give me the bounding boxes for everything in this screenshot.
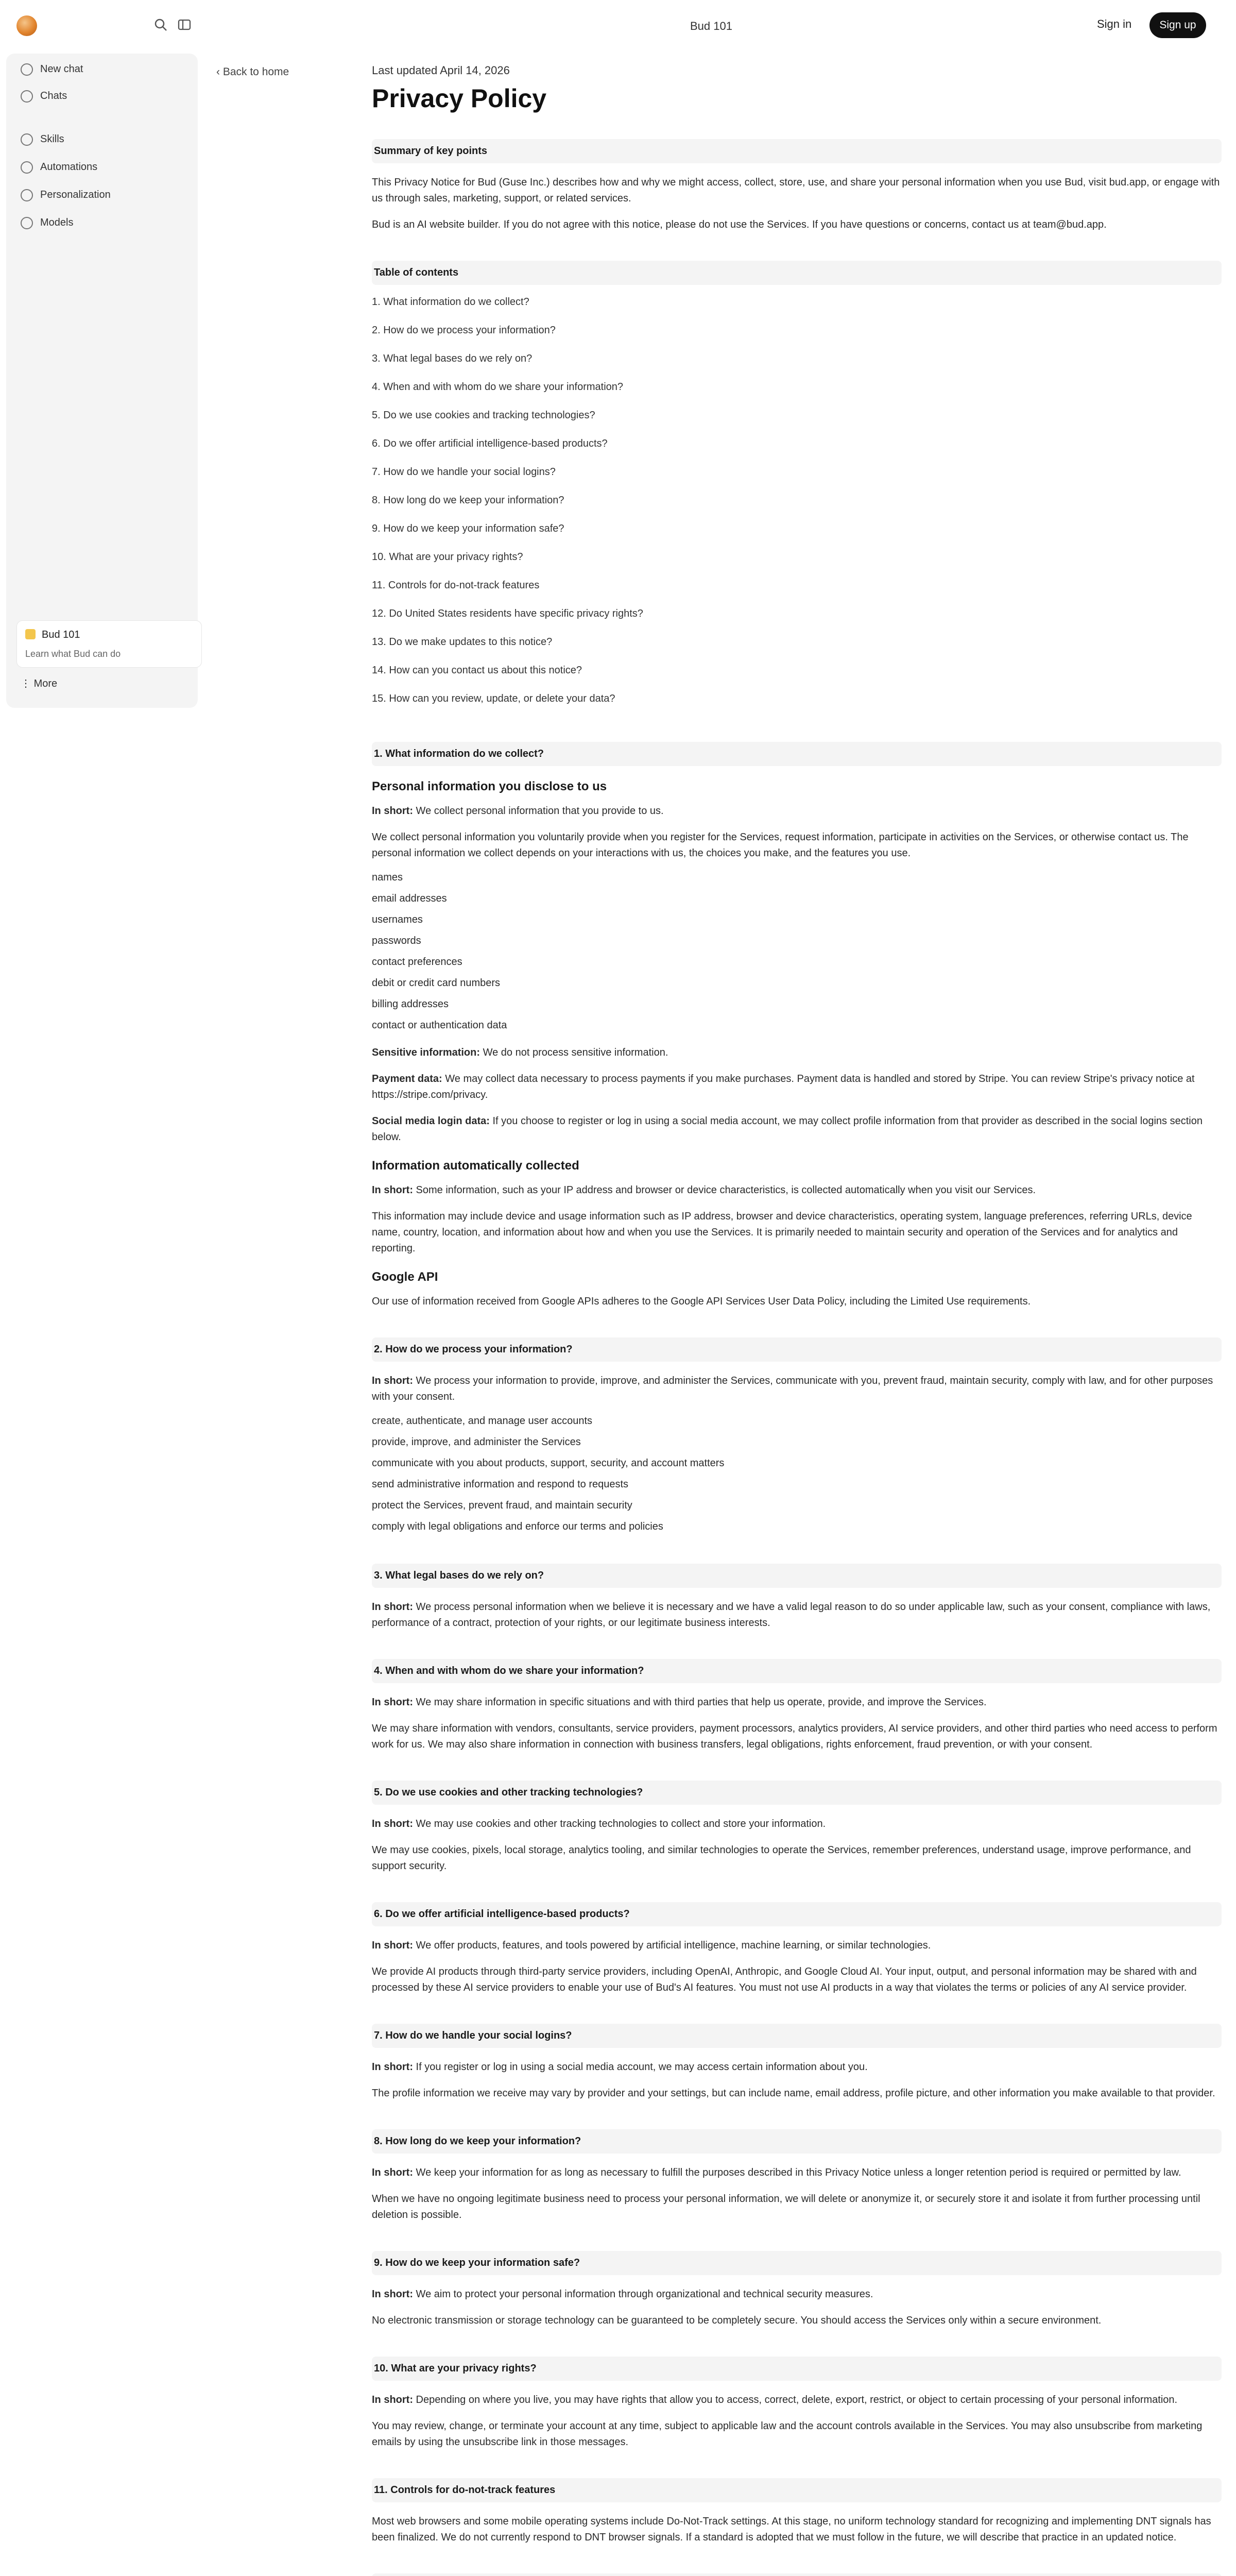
automations-icon [21,161,33,174]
section-heading: 3. What legal bases do we rely on? [372,1564,1222,1588]
in-short-text: We collect personal information that you provide to us. [413,805,664,817]
body-paragraph: We collect personal information you voluntarily provide when you register for the Services, request information, participate in activities on the Services, or otherwise contact us. The personal information we collect depends on your interactions with us, the choices you make, and the features you use. [372,832,1189,859]
in-short-label: In short: [372,805,413,817]
section-heading: 6. Do we offer artificial intelligence-based products? [372,1902,1222,1926]
in-short-paragraph [372,1938,1222,1954]
label: Social media login data: [372,1115,490,1127]
sidebar-item-models[interactable] [21,212,73,233]
toc-link[interactable]: 4. When and with whom do we share your information? [372,381,624,393]
label: Payment data: [372,1073,442,1084]
in-short-paragraph [372,2165,1222,2181]
subsection-heading: Information automatically collected [372,1159,579,1173]
in-short-label: In short: [372,2061,413,2073]
in-short-paragraph [372,803,1222,819]
in-short-paragraph [372,1694,1222,1710]
toc-link[interactable]: 15. How can you review, update, or delete your data? [372,693,615,704]
toc-link[interactable]: 11. Controls for do-not-track features [372,580,540,591]
toc-link[interactable]: 12. Do United States residents have specific privacy rights? [372,608,643,619]
body-paragraph: We provide AI products through third-party service providers, including OpenAI, Anthropic, and Google Cloud AI. Your input, output, and personal information may be shared with and processed by these AI service providers to enable your use of Bud's AI features. You must not use AI products in a way that violates the terms or policies of any AI service provider. [372,1966,1197,1993]
toc-link[interactable]: 1. What information do we collect? [372,296,529,308]
search-icon[interactable] [153,18,168,32]
section-heading: 1. What information do we collect? [372,742,1222,766]
body-paragraph: No electronic transmission or storage technology can be guaranteed to be completely secure. You should access the Services only within a secure environment. [372,2315,1102,2326]
purpose-list [372,1415,1222,1542]
summary-heading: Summary of key points [372,139,1222,163]
in-short-paragraph [372,1816,1222,1832]
summary-paragraph: Bud is an AI website builder. If you do not agree with this notice, please do not use the Services. If you have questions or concerns, contact us at team@bud.app. [372,219,1107,230]
promo-subtitle: Learn what Bud can do [25,649,121,659]
policy-content [372,64,1222,2576]
list-item: create, authenticate, and manage user accounts [372,1415,593,1427]
in-short-label: In short: [372,1818,413,1829]
toc-link[interactable]: 5. Do we use cookies and tracking technologies? [372,410,595,421]
back-to-home-link[interactable] [216,66,289,78]
toc-link[interactable]: 6. Do we offer artificial intelligence-based products? [372,438,608,449]
in-short-label: In short: [372,1601,413,1613]
in-short-text: Some information, such as your IP address and browser or device characteristics, is collected automatically when you visit our Services. [413,1184,1036,1196]
subsection-heading: Personal information you disclose to us [372,779,607,793]
chat-icon [21,90,33,103]
toc-heading: Table of contents [372,261,1222,285]
sidebar [6,54,198,708]
body-paragraph: Our use of information received from Google APIs adheres to the Google API Services User Data Policy, including the Limited Use requirements. [372,1296,1031,1307]
personalization-icon [21,189,33,201]
in-short-text: We may share information in specific situations and with third parties that help us operate, provide, and improve the Services. [413,1697,987,1708]
models-icon [21,217,33,229]
text: We may collect data necessary to process payments if you make purchases. Payment data is handled and stored by Stripe. You can review Stripe's privacy notice at https://stripe.com/privacy. [372,1073,1195,1100]
section-heading: 5. Do we use cookies and other tracking technologies? [372,1781,1222,1805]
bud-101-icon [25,629,36,639]
in-short-label: In short: [372,1375,413,1386]
in-short-label: In short: [372,2394,413,2405]
promo-title: Bud 101 [42,629,80,640]
in-short-paragraph [372,1599,1222,1631]
sign-up-button[interactable]: Sign up [1149,12,1206,38]
in-short-label: In short: [372,2167,413,2178]
in-short-label: In short: [372,2289,413,2300]
in-short-text: We aim to protect your personal information through organizational and technical security measures. [413,2289,873,2300]
in-short-text: We offer products, features, and tools powered by artificial intelligence, machine learning, or similar technologies. [413,1940,931,1951]
sensitive-info-paragraph [372,1045,1222,1061]
section-heading: 11. Controls for do-not-track features [372,2478,1222,2502]
last-updated: Last updated April 14, 2026 [372,64,510,77]
toc-link[interactable]: 14. How can you contact us about this notice? [372,665,582,676]
list-item: protect the Services, prevent fraud, and maintain security [372,1500,632,1511]
list-item: usernames [372,914,423,925]
body-paragraph: When we have no ongoing legitimate business need to process your personal information, we will delete or anonymize it, or securely store it and isolate it from further processing until deletion is possible. [372,2193,1200,2221]
text: If you choose to register or log in using a social media account, we may collect profile information from that provider as described in the social logins section below. [372,1115,1203,1143]
list-item: communicate with you about products, support, security, and account matters [372,1458,725,1469]
toc-link[interactable]: 13. Do we make updates to this notice? [372,636,553,648]
body-paragraph: We may use cookies, pixels, local storage, analytics tooling, and similar technologies to operate the Services, remember preferences, understand usage, improve performance, and support security. [372,1844,1191,1872]
list-item: provide, improve, and administer the Services [372,1436,581,1448]
section-heading: 10. What are your privacy rights? [372,2357,1222,2381]
payment-data-paragraph [372,1071,1222,1103]
in-short-text: We process personal information when we believe it is necessary and we have a valid legal reason to do so under applicable law, such as your consent, compliance with laws, performance of a contract, protection of your rights, or our legitimate business interests. [372,1601,1211,1629]
sidebar-item-automations[interactable] [21,157,97,177]
sign-in-button[interactable]: Sign in [1097,18,1132,30]
sidebar-item-label: Skills [40,133,64,145]
list-item: contact or authentication data [372,1020,507,1031]
sidebar-more-button[interactable] [21,677,57,690]
toc-link[interactable]: 7. How do we handle your social logins? [372,466,556,478]
sidebar-more-label: More [33,678,58,689]
in-short-paragraph [372,2392,1222,2408]
body-paragraph: Most web browsers and some mobile operating systems include Do-Not-Track settings. At this stage, no uniform technology standard for recognizing and implementing DNT signals has been finalized. We do not currently respond to DNT browser signals. If a standard is adopted that we must follow in the future, we will describe that practice in an updated notice. [372,2516,1211,2543]
sidebar-item-label: Chats [40,90,67,101]
sidebar-item-chats[interactable] [21,86,67,106]
sidebar-item-personalization[interactable] [21,184,111,205]
toc-link[interactable]: 2. How do we process your information? [372,325,556,336]
label: Sensitive information: [372,1047,480,1058]
in-short-paragraph [372,2286,1222,2302]
in-short-label: In short: [372,1697,413,1708]
bud-logo-icon[interactable] [16,15,37,36]
text: We do not process sensitive information. [480,1047,668,1058]
body-paragraph: You may review, change, or terminate your account at any time, subject to applicable law and the account controls available in the Services. You may also unsubscribe from marketing emails by using the unsubscribe link in those messages. [372,2420,1203,2448]
more-icon: ⋮ [21,678,34,689]
sidebar-item-label: Personalization [40,189,111,200]
sidebar-item-new-chat[interactable] [21,59,83,79]
in-short-paragraph [372,1182,1222,1198]
bud-101-promo-card[interactable] [16,620,202,668]
in-short-paragraph [372,2059,1222,2075]
data-list [372,872,1222,1041]
in-short-paragraph [372,1373,1222,1405]
list-item: contact preferences [372,956,462,968]
toc-link[interactable]: 10. What are your privacy rights? [372,551,523,563]
chevron-left-icon: ‹ [216,66,223,78]
list-item: debit or credit card numbers [372,977,501,989]
toc-link[interactable]: 3. What legal bases do we rely on? [372,353,533,364]
page-title: Privacy Policy [372,84,547,113]
body-paragraph: We may share information with vendors, consultants, service providers, payment processors, analytics providers, AI service providers, and other third parties who need access to perform work for us. We may also share information in connection with business transfers, legal obligations, rights enforcement, fraud prevention, or with your consent. [372,1723,1217,1750]
top-bar [0,0,1236,54]
plus-icon [21,63,33,76]
skills-icon [21,133,33,146]
in-short-text: We may use cookies and other tracking technologies to collect and store your information. [413,1818,826,1829]
in-short-text: Depending on where you live, you may have rights that allow you to access, correct, delete, export, restrict, or object to certain processing of your personal information. [413,2394,1178,2405]
section-heading: 4. When and with whom do we share your information? [372,1659,1222,1683]
list-item: comply with legal obligations and enforce our terms and policies [372,1521,663,1532]
list-item: names [372,872,403,883]
sidebar-toggle-icon[interactable] [177,18,192,32]
social-login-paragraph [372,1113,1222,1145]
list-item: passwords [372,935,421,946]
body-paragraph: The profile information we receive may vary by provider and your settings, but can include name, email address, profile picture, and other information you make available to that provider. [372,2088,1215,2099]
list-item: email addresses [372,893,447,904]
back-link-label: Back to home [222,66,289,78]
page-title-bar: Bud 101 [690,20,732,32]
table-of-contents [372,296,1222,721]
body-paragraph: This information may include device and usage information such as IP address, browser and device characteristics, operating system, language preferences, referring URLs, device name, country, location, and information about how and when you use the Services. It is primarily needed to maintain security and operation of the Services and for analytics and reporting. [372,1211,1192,1254]
summary-paragraph: This Privacy Notice for Bud (Guse Inc.) describes how and why we might access, collect, store, use, and share your personal information when you use Bud, visit bud.app, or engage with us through sales, marketing, support, or related services. [372,177,1220,204]
section-heading: 2. How do we process your information? [372,1337,1222,1362]
in-short-label: In short: [372,1184,413,1196]
in-short-text: We process your information to provide, improve, and administer the Services, communicate with you, prevent fraud, maintain security, comply with law, and for other purposes with your consent. [372,1375,1213,1402]
toc-link[interactable]: 8. How long do we keep your information? [372,495,564,506]
sidebar-item-label: Models [40,217,74,228]
list-item: send administrative information and respond to requests [372,1479,629,1490]
toc-link[interactable]: 9. How do we keep your information safe? [372,523,564,534]
sidebar-item-label: Automations [40,161,98,173]
sidebar-item-skills[interactable] [21,129,64,149]
section-heading [372,2573,1222,2576]
in-short-text: We keep your information for as long as necessary to fulfill the purposes described in this Privacy Notice unless a longer retention period is required or permitted by law. [413,2167,1181,2178]
section-heading: 7. How do we handle your social logins? [372,2024,1222,2048]
subsection-heading: Google API [372,1270,438,1284]
list-item: billing addresses [372,998,449,1010]
section-heading: 8. How long do we keep your information? [372,2129,1222,2154]
sidebar-item-label: New chat [40,63,83,75]
in-short-label: In short: [372,1940,413,1951]
section-heading: 9. How do we keep your information safe? [372,2251,1222,2275]
in-short-text: If you register or log in using a social media account, we may access certain information about you. [413,2061,868,2073]
